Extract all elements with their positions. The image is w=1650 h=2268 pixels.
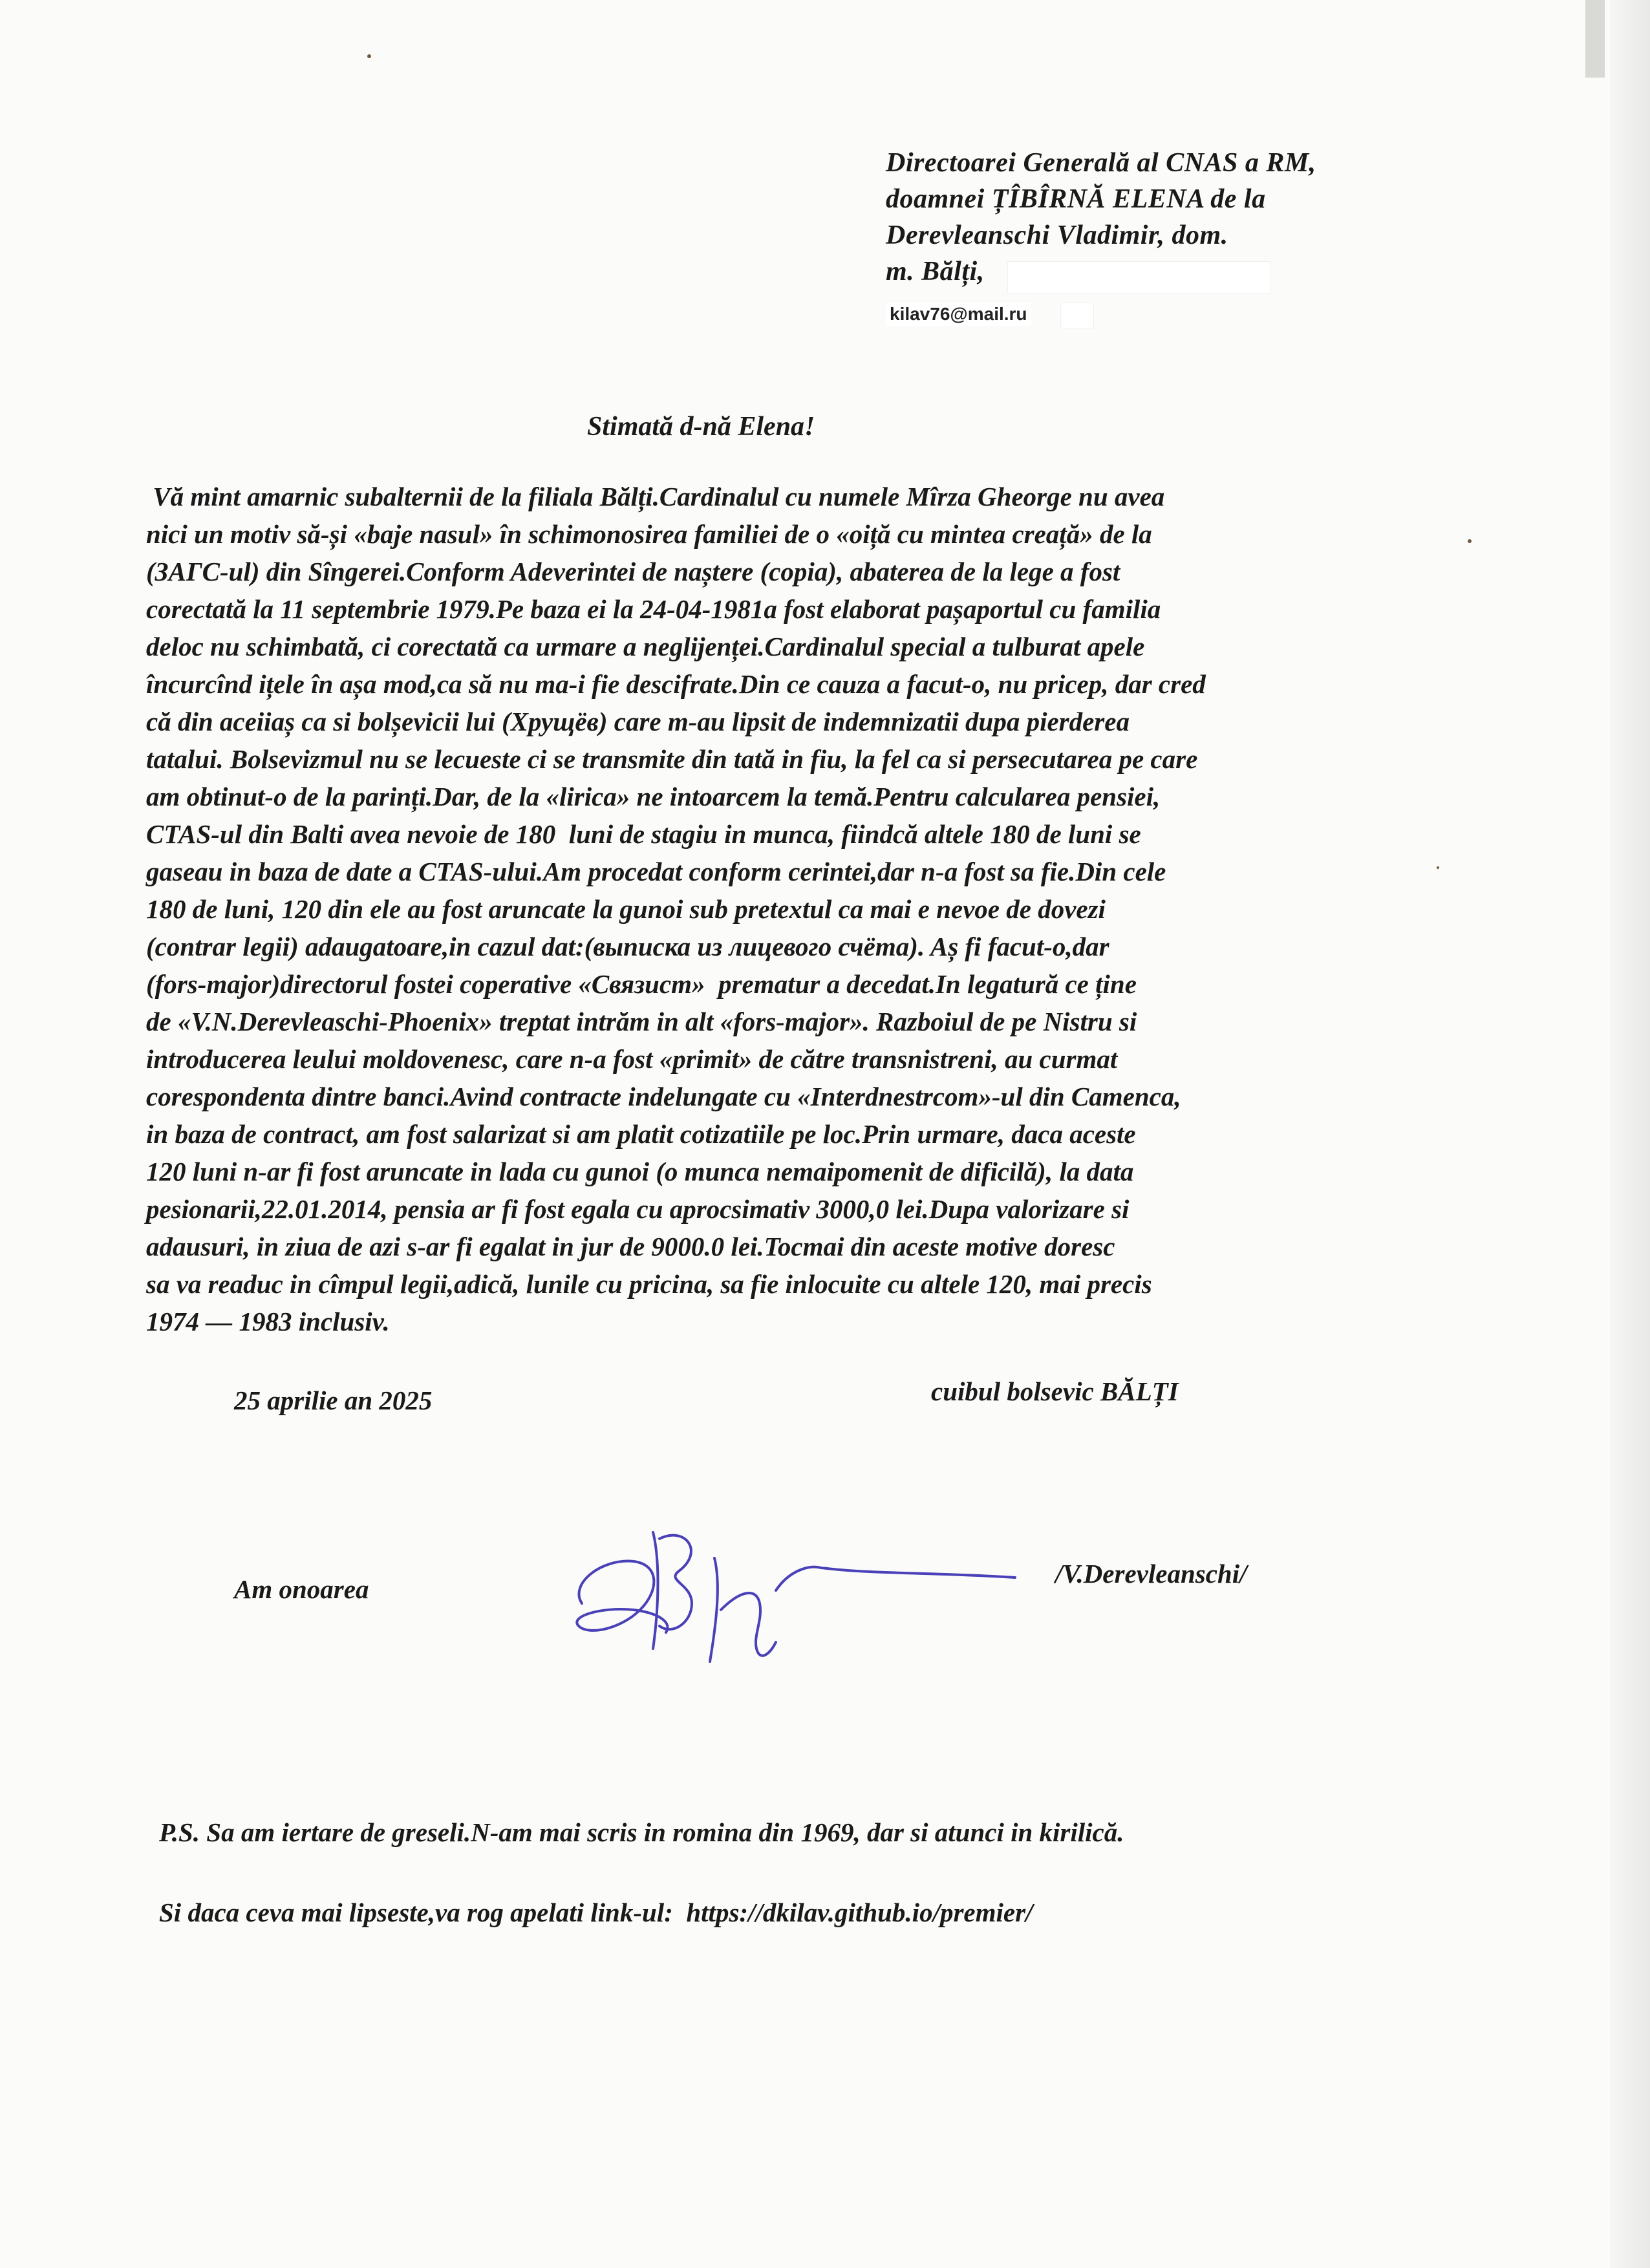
redacted-email-tail	[1060, 303, 1094, 328]
link-line: Si daca ceva mai lipseste,va rog apelati link-ul: https://dkilav.github.io/premier/	[159, 1898, 1033, 1927]
body-line: adausuri, in ziua de azi s-ar fi egalat in jur de 9000.0 lei.Tocmai din aceste motive doresc	[146, 1232, 1115, 1261]
body-line: 120 luni n-ar fi fost aruncate in lada cu gunoi (o munca nemaipomenit de dificilă), la data	[146, 1157, 1134, 1186]
sender-line: Derevleanschi Vladimir, dom.	[886, 220, 1228, 250]
recipient-line-2: doamnei ȚÎBÎRNĂ ELENA de la	[886, 184, 1266, 214]
body-line: (ЗАГС-ul) din Sîngerei.Conform Adeverintei de naștere (copia), abaterea de la lege a fost	[146, 557, 1120, 586]
scan-speck	[1437, 866, 1439, 869]
body-line: (fors-major)directorul fostei coperative «Связист» prematur a decedat.In legatură ce ține	[146, 969, 1137, 999]
body-line: gaseau in baza de date a CTAS-ului.Am procedat conform cerintei,dar n-a fost sa fie.Din cele	[146, 857, 1166, 886]
letter-date: 25 aprilie an 2025	[234, 1385, 433, 1415]
body-line: 1974 — 1983 inclusiv.	[146, 1307, 390, 1336]
body-line: nici un motiv să-și «baje nasul» în schimonosirea familiei de o «oiță cu mintea creață» de la	[146, 519, 1152, 549]
body-line: de «V.N.Derevleaschi-Phoenix» treptat intrăm in alt «fors-major». Razboiul de pe Nistru si	[146, 1007, 1137, 1036]
body-line: tatalui. Bolsevizmul nu se lecueste ci se transmite din tată in fiu, la fel ca si persecutarea pe care	[146, 744, 1198, 774]
body-line: 180 de luni, 120 din ele au fost aruncate la gunoi sub pretextul ca mai e nevoe de dovezi	[146, 894, 1106, 924]
body-line: (contrar legii) adaugatoare,in cazul dat:(выписка из лицевого счёта). Aș fi facut-o,dar	[146, 932, 1109, 961]
recipient-line-1: Directoarei Generală al CNAS a RM,	[886, 148, 1316, 178]
handwritten-signature	[562, 1513, 1028, 1681]
sender-email: kilav76@mail.ru	[886, 303, 1031, 326]
body-line: am obtinut-o de la parinți.Dar, de la «lirica» ne intoarcem la temă.Pentru calcularea pensiei,	[146, 782, 1161, 811]
scan-speck	[1468, 539, 1472, 543]
body-line: introducerea leului moldovenesc, care n-a fost «primit» de către transnistreni, au curmat	[146, 1044, 1118, 1074]
scan-edge-shadow	[1610, 0, 1650, 2268]
salutation: Stimată d-nă Elena!	[587, 412, 815, 442]
sender-city-line: m. Bălți,	[886, 257, 985, 286]
body-line: Vă mint amarnic subalternii de la filiala Bălți.Cardinalul cu numele Mîrza Gheorge nu avea	[146, 482, 1165, 511]
body-line: CTAS-ul din Balti avea nevoie de 180 luni de stagiu in munca, fiindcă altele 180 de luni se	[146, 819, 1141, 849]
body-line: că din aceiiaș ca si bolșevicii lui (Хрущёв) care m-au lipsit de indemnizatii dupa pierderea	[146, 707, 1130, 736]
letter-place: cuibul bolsevic BĂLȚI	[931, 1376, 1179, 1406]
scan-speck	[367, 54, 371, 58]
body-line: sa va readuc in cîmpul legii,adică, lunile cu pricina, sa fie inlocuite cu altele 120, mai precis	[146, 1269, 1152, 1299]
redacted-address	[1007, 261, 1271, 294]
body-line: pesionarii,22.01.2014, pensia ar fi fost egala cu aprocsimativ 3000,0 lei.Dupa valorizare si	[146, 1194, 1130, 1224]
signature-name: /V.Derevleanschi/	[1055, 1559, 1247, 1589]
body-line: corectată la 11 septembrie 1979.Pe baza ei la 24-04-1981a fost elaborat pașaportul cu familia	[146, 594, 1161, 624]
body-line: deloc nu schimbată, ci corectată ca urmare a neglijenței.Cardinalul special a tulburat apele	[146, 632, 1145, 661]
scan-edge-mark	[1585, 0, 1605, 78]
body-line: încurcînd ițele în așa mod,ca să nu ma-i fie descifrate.Din ce cauza a facut-o, nu pricep, dar cred	[146, 669, 1206, 699]
body-line: in baza de contract, am fost salarizat si am platit cotizatiile pe loc.Prin urmare, daca aceste	[146, 1119, 1136, 1149]
body-line: corespondenta dintre banci.Avind contracte indelungate cu «Interdnestrcom»-ul din Camenca,	[146, 1082, 1181, 1111]
closing-phrase: Am onoarea	[234, 1574, 369, 1604]
postscript: P.S. Sa am iertare de greseli.N-am mai scris in romina din 1969, dar si atunci in kirilică.	[159, 1817, 1124, 1847]
